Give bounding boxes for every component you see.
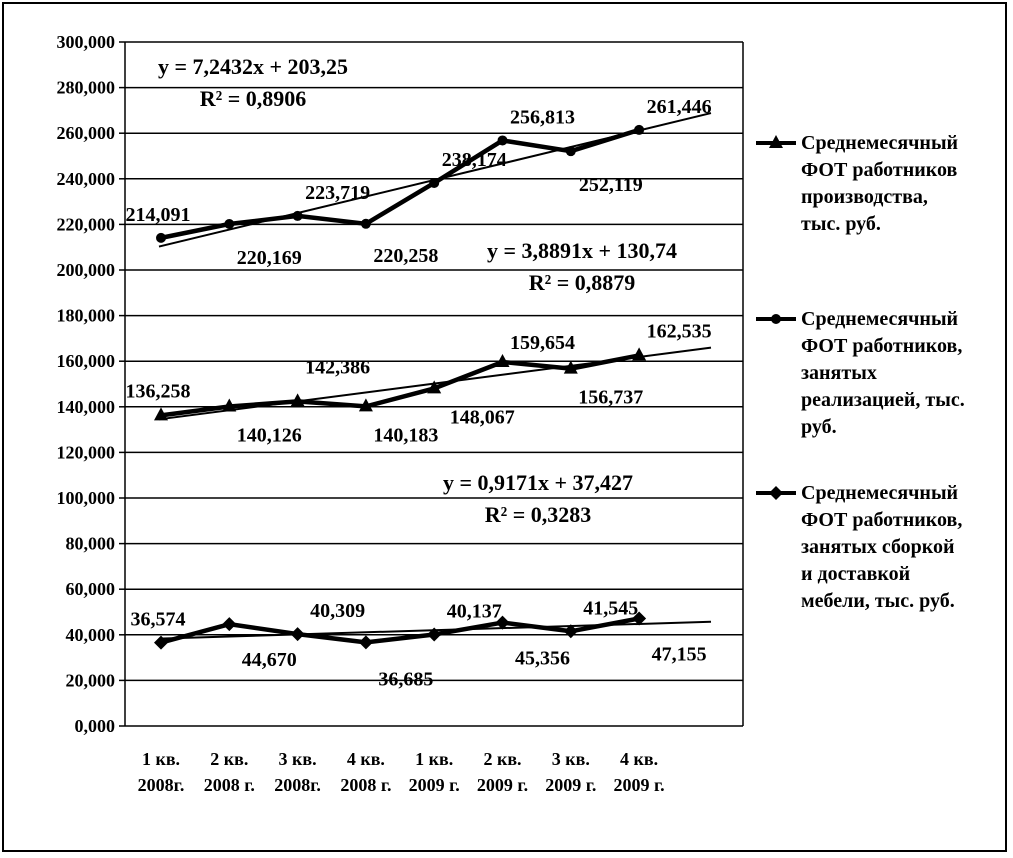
x-tick-label: 3 кв.	[278, 749, 317, 769]
trend-r-squared: R² = 0,8879	[528, 270, 636, 295]
data-label: 40,309	[310, 600, 366, 623]
data-label: 36,574	[130, 608, 186, 631]
x-tick-label: 2 кв.	[483, 749, 522, 769]
data-label: 136,258	[125, 380, 191, 403]
y-tick-label: 220,000	[56, 214, 115, 235]
y-tick-label: 240,000	[56, 168, 115, 189]
data-label: 40,137	[446, 600, 502, 623]
triangle-marker	[632, 347, 646, 360]
data-label: 238,174	[441, 148, 507, 171]
data-label: 47,155	[651, 643, 707, 666]
legend-label: Среднемесячный	[801, 308, 959, 330]
y-tick-label: 180,000	[56, 305, 115, 326]
x-tick-label: 1 кв.	[141, 749, 181, 769]
data-label: 159,654	[510, 331, 575, 354]
data-label: 223,719	[305, 181, 371, 204]
data-label: 220,258	[373, 244, 439, 267]
data-label: 156,737	[578, 386, 644, 409]
y-tick-label: 80,000	[65, 533, 115, 554]
gridlines	[125, 42, 743, 680]
data-label: 142,386	[305, 356, 371, 379]
y-axis-tick-labels	[57, 32, 116, 736]
data-label: 140,183	[373, 424, 439, 447]
circle-marker	[224, 219, 234, 229]
y-tick-label: 300,000	[56, 32, 115, 52]
circle-marker	[498, 135, 508, 145]
y-tick-label: 40,000	[65, 624, 115, 645]
data-label: 140,126	[236, 424, 302, 447]
legend-label: ФОТ работников,	[801, 335, 963, 357]
circle-marker	[771, 314, 781, 324]
trend-equation: y = 3,8891x + 130,74	[486, 238, 678, 263]
data-label: 162,535	[646, 320, 712, 343]
circle-marker	[361, 219, 371, 229]
data-label: 256,813	[510, 106, 575, 129]
x-tick-label: 2009 г.	[476, 775, 529, 795]
circle-marker	[293, 211, 303, 221]
data-label: 36,685	[378, 668, 434, 691]
circle-marker	[156, 233, 166, 243]
y-tick-label: 280,000	[56, 77, 115, 98]
data-label: 44,670	[241, 649, 297, 672]
legend-label: производства,	[801, 186, 928, 208]
y-tick-label: 100,000	[56, 488, 115, 508]
legend-label: реализацией, тыс.	[801, 389, 965, 411]
diamond-marker	[359, 635, 373, 649]
data-label: 45,356	[515, 647, 570, 670]
data-label: 252,119	[578, 174, 643, 197]
trend-equations	[158, 54, 677, 527]
diamond-marker	[222, 617, 236, 631]
legend-label: занятых	[801, 362, 877, 384]
trend-r-squared: R² = 0,3283	[484, 502, 592, 527]
legend-label: ФОТ работников,	[801, 509, 963, 531]
x-tick-label: 4 кв.	[346, 749, 385, 769]
diamond-marker	[769, 486, 783, 500]
data-label: 214,091	[125, 203, 191, 226]
y-tick-label: 20,000	[65, 670, 115, 691]
y-tick-label: 120,000	[56, 442, 115, 463]
circle-marker	[429, 178, 439, 188]
legend	[756, 132, 965, 612]
y-tick-label: 140,000	[56, 396, 115, 417]
legend-label: и доставкой	[801, 563, 911, 585]
trend-equation: y = 7,2432x + 203,25	[157, 54, 349, 79]
y-tick-label: 60,000	[65, 579, 115, 600]
trend-equation: y = 0,9171x + 37,427	[442, 470, 634, 495]
legend-label: тыс. руб.	[801, 213, 881, 235]
y-tick-label: 160,000	[56, 351, 115, 372]
legend-label: Среднемесячный	[801, 132, 959, 154]
x-tick-label: 2 кв.	[210, 749, 249, 769]
data-label: 41,545	[583, 597, 639, 620]
data-label: 220,169	[236, 247, 302, 270]
y-tick-label: 0,000	[74, 716, 115, 736]
trend-r-squared: R² = 0,8906	[199, 86, 307, 111]
x-tick-label: 2008 г.	[340, 775, 392, 795]
x-tick-label: 4 кв.	[620, 749, 659, 769]
legend-label: занятых сборкой	[801, 536, 955, 558]
y-tick-label: 200,000	[56, 260, 115, 280]
x-tick-label: 3 кв.	[551, 749, 590, 769]
x-axis-tick-labels	[138, 749, 665, 795]
circle-marker	[566, 146, 576, 156]
y-tick-label: 260,000	[56, 123, 115, 144]
legend-label: Среднемесячный	[801, 482, 959, 504]
x-tick-label: 2009 г.	[545, 775, 597, 795]
diamond-marker	[291, 627, 305, 641]
legend-label: мебели, тыс. руб.	[801, 590, 955, 612]
x-tick-label: 1 кв.	[415, 749, 454, 769]
x-tick-label: 2009 г.	[408, 775, 460, 795]
x-tick-label: 2008г.	[274, 775, 321, 795]
x-tick-label: 2008г.	[137, 775, 185, 795]
legend-label: ФОТ работников	[801, 159, 958, 181]
data-label: 148,067	[449, 406, 515, 429]
x-tick-label: 2009 г.	[613, 775, 665, 795]
data-label: 261,446	[646, 95, 712, 118]
legend-label: руб.	[801, 416, 837, 438]
x-tick-label: 2008 г.	[203, 775, 255, 795]
circle-marker	[634, 125, 644, 135]
